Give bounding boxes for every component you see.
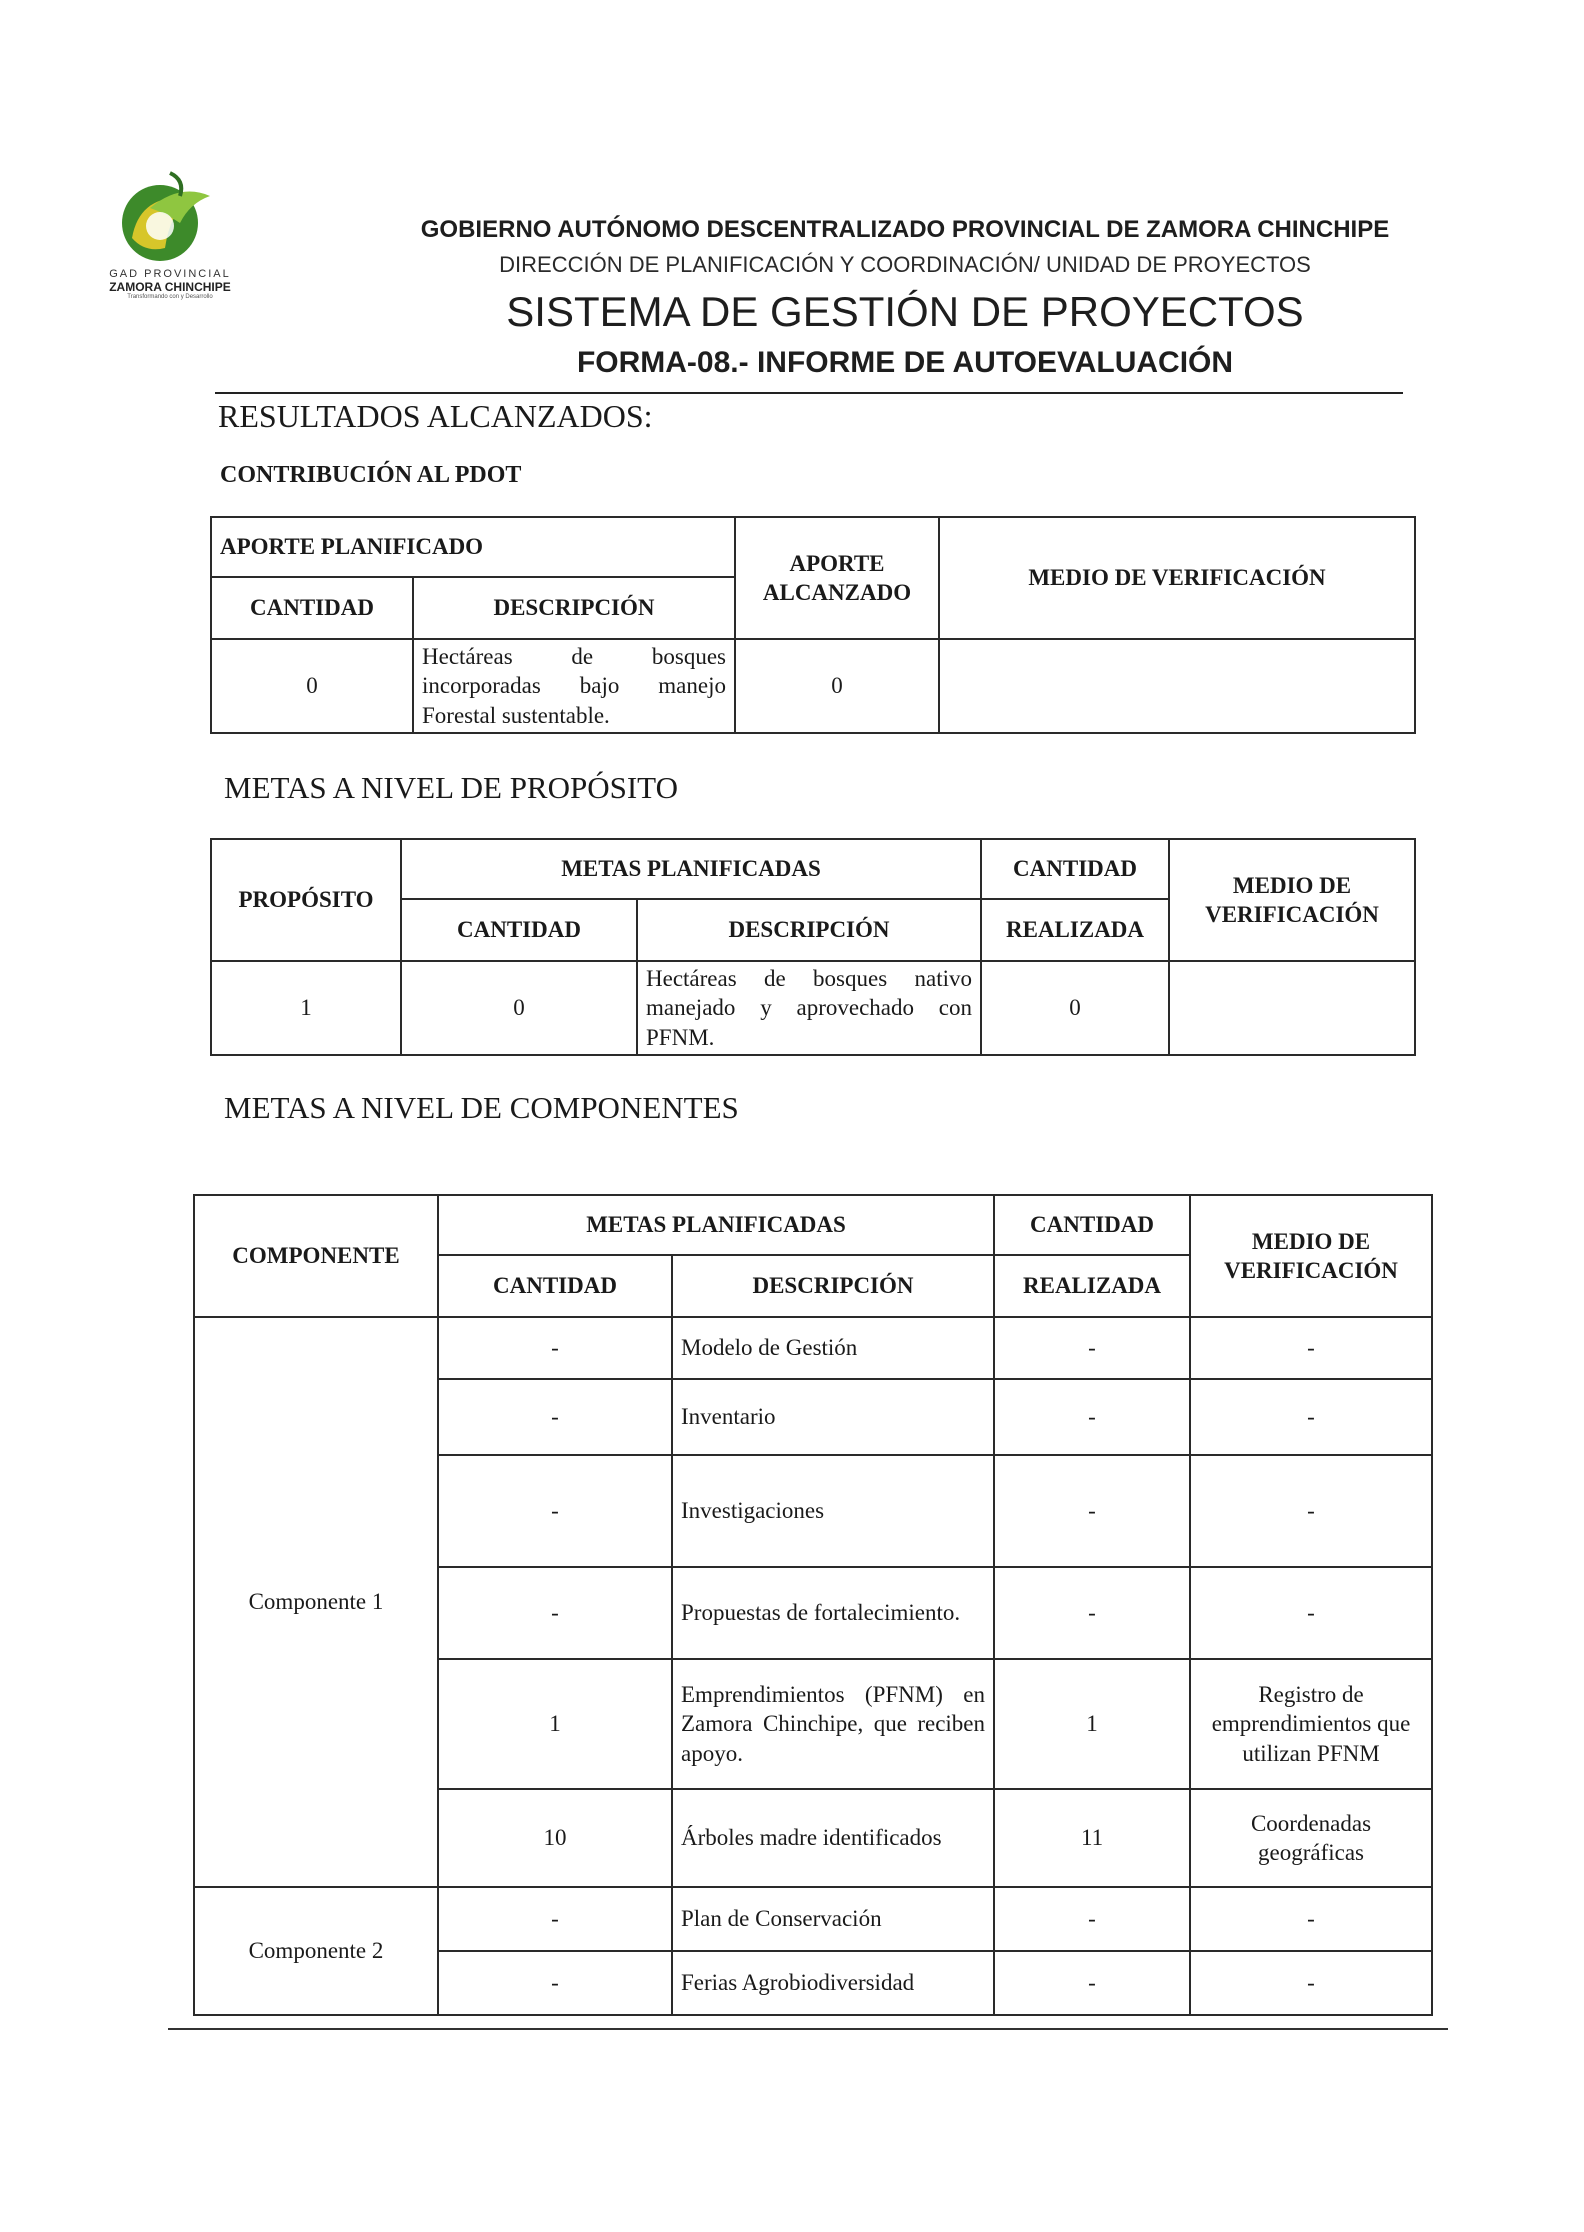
row-desc: Investigaciones (672, 1455, 994, 1567)
purpose-qty: 0 (401, 961, 637, 1055)
purpose-header-qty-bottom: REALIZADA (981, 899, 1169, 961)
row-done: - (994, 1887, 1190, 1951)
pdot-header-medium: MEDIO DE VERIFICACIÓN (939, 517, 1415, 639)
section-purpose-title: METAS A NIVEL DE PROPÓSITO (224, 770, 678, 805)
header-org: GOBIERNO AUTÓNOMO DESCENTRALIZADO PROVINCIAL DE ZAMORA CHINCHIPE (420, 216, 1390, 243)
row-qty: - (438, 1379, 672, 1455)
bottom-divider (168, 2028, 1448, 2030)
row-done: 1 (994, 1659, 1190, 1789)
table-row (211, 639, 1415, 733)
row-desc: Modelo de Gestión (672, 1317, 994, 1379)
row-medium: Registro de emprendimientos que utilizan PFNM (1190, 1659, 1432, 1789)
row-done: - (994, 1317, 1190, 1379)
row-done: - (994, 1567, 1190, 1659)
component-2-name: Componente 2 (194, 1887, 438, 2015)
comp-header-qty-top: CANTIDAD (994, 1195, 1190, 1255)
comp-header-qty: CANTIDAD (438, 1255, 672, 1317)
row-desc: Árboles madre identificados (672, 1789, 994, 1887)
pdot-header-qty: CANTIDAD (211, 577, 413, 639)
header-divider (215, 392, 1403, 394)
section-components-title: METAS A NIVEL DE COMPONENTES (224, 1090, 739, 1125)
logo (85, 168, 250, 308)
row-desc: Inventario (672, 1379, 994, 1455)
purpose-header-purpose: PROPÓSITO (211, 839, 401, 961)
row-medium: - (1190, 1567, 1432, 1659)
purpose-done: 0 (981, 961, 1169, 1055)
row-done: - (994, 1951, 1190, 2015)
row-qty: - (438, 1567, 672, 1659)
comp-header-component: COMPONENTE (194, 1195, 438, 1317)
purpose-table (210, 838, 1416, 1056)
pdot-reached: 0 (735, 639, 939, 733)
row-medium: - (1190, 1455, 1432, 1567)
logo-line-2: ZAMORA CHINCHIPE (109, 280, 231, 294)
components-table (193, 1194, 1433, 2016)
header-form-title: FORMA-08.- INFORME DE AUTOEVALUACIÓN (576, 346, 1234, 379)
logo-emblem-icon (110, 168, 220, 268)
row-medium: - (1190, 1951, 1432, 2015)
row-qty: - (438, 1455, 672, 1567)
pdot-medium (939, 639, 1415, 733)
row-medium: - (1190, 1887, 1432, 1951)
pdot-table (210, 516, 1416, 734)
purpose-number: 1 (211, 961, 401, 1055)
row-desc: Plan de Conservación (672, 1887, 994, 1951)
row-medium: - (1190, 1379, 1432, 1455)
pdot-qty: 0 (211, 639, 413, 733)
section-results-title: RESULTADOS ALCANZADOS: (218, 398, 653, 434)
purpose-header-planned: METAS PLANIFICADAS (401, 839, 981, 899)
logo-line-1: GAD PROVINCIAL (109, 268, 231, 280)
table-row (211, 961, 1415, 1055)
section-pdot-title: CONTRIBUCIÓN AL PDOT (220, 462, 522, 488)
pdot-desc: Hectáreas de bosques incorporadas bajo manejo Forestal sustentable. (413, 639, 735, 733)
component-1-name: Componente 1 (194, 1317, 438, 1887)
pdot-header-planned: APORTE PLANIFICADO (211, 517, 735, 577)
comp-header-desc: DESCRIPCIÓN (672, 1255, 994, 1317)
row-qty: 1 (438, 1659, 672, 1789)
pdot-header-desc: DESCRIPCIÓN (413, 577, 735, 639)
row-qty: 10 (438, 1789, 672, 1887)
purpose-medium (1169, 961, 1415, 1055)
table-row (194, 1317, 1432, 1379)
header-system: SISTEMA DE GESTIÓN DE PROYECTOS (506, 288, 1304, 335)
purpose-header-medium: MEDIO DE VERIFICACIÓN (1169, 839, 1415, 961)
row-qty: - (438, 1317, 672, 1379)
purpose-header-qty: CANTIDAD (401, 899, 637, 961)
row-desc: Ferias Agrobiodiversidad (672, 1951, 994, 2015)
row-desc: Propuestas de fortalecimiento. (672, 1567, 994, 1659)
row-done: - (994, 1379, 1190, 1455)
purpose-header-qty-top: CANTIDAD (981, 839, 1169, 899)
row-desc: Emprendimientos (PFNM) en Zamora Chinchipe, que reciben apoyo. (672, 1659, 994, 1789)
table-row (194, 1887, 1432, 1951)
purpose-header-desc: DESCRIPCIÓN (637, 899, 981, 961)
logo-line-3: Transformando con y Desarrollo (127, 294, 213, 300)
comp-header-planned: METAS PLANIFICADAS (438, 1195, 994, 1255)
row-done: 11 (994, 1789, 1190, 1887)
comp-header-medium: MEDIO DE VERIFICACIÓN (1190, 1195, 1432, 1317)
row-qty: - (438, 1951, 672, 2015)
row-done: - (994, 1455, 1190, 1567)
header-dept: DIRECCIÓN DE PLANIFICACIÓN Y COORDINACIÓN/ UNIDAD DE PROYECTOS (499, 252, 1311, 277)
row-medium: - (1190, 1317, 1432, 1379)
pdot-header-reached: APORTE ALCANZADO (735, 517, 939, 639)
row-qty: - (438, 1887, 672, 1951)
comp-header-qty-bottom: REALIZADA (994, 1255, 1190, 1317)
row-medium: Coordenadas geográficas (1190, 1789, 1432, 1887)
purpose-desc: Hectáreas de bosques nativo manejado y aprovechado con PFNM. (637, 961, 981, 1055)
